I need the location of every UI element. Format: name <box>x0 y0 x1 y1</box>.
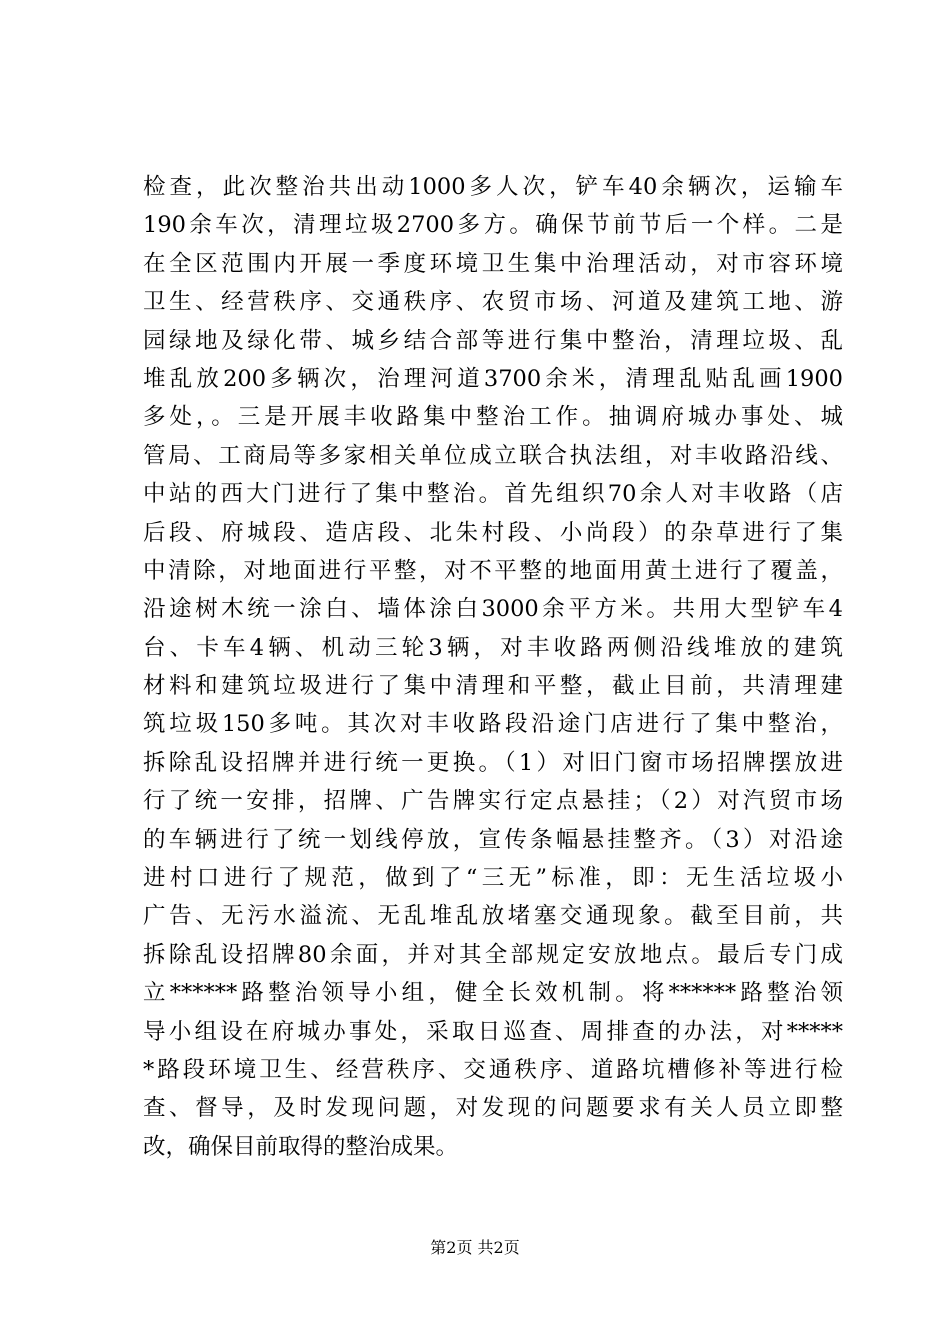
text-line: 管局、工商局等多家相关单位成立联合执法组，对丰收路沿线、 <box>143 442 843 469</box>
text-line: 的车辆进行了统一划线停放，宣传条幅悬挂整齐。（3）对沿途 <box>143 826 843 853</box>
text-line: 导小组设在府城办事处，采取日巡查、周排查的办法，对***** <box>143 1018 843 1045</box>
text-line: 检查，此次整治共出动1000多人次，铲车40余辆次，运输车 <box>143 174 843 200</box>
text-line: 卫生、经营秩序、交通秩序、农贸市场、河道及建筑工地、游 <box>143 289 843 316</box>
text-line: 查、督导，及时发现问题，对发现的问题要求有关人员立即整 <box>143 1095 843 1122</box>
text-line: 中站的西大门进行了集中整治。首先组织70余人对丰收路（店 <box>143 481 843 508</box>
text-line: 材料和建筑垃圾进行了集中清理和平整，截止目前，共清理建 <box>143 673 843 700</box>
text-line: 改，确保目前取得的整治成果。 <box>143 1133 459 1160</box>
text-line: 园绿地及绿化带、城乡结合部等进行集中整治，清理垃圾、乱 <box>143 327 843 354</box>
text-line: 沿途树木统一涂白、墙体涂白3000余平方米。共用大型铲车4 <box>143 596 843 623</box>
text-line: 后段、府城段、造店段、北朱村段、小尚段）的杂草进行了集 <box>143 519 843 546</box>
text-line: 堆乱放200多辆次，治理河道3700余米，清理乱贴乱画1900 <box>143 365 843 392</box>
text-line: 190余车次，清理垃圾2700多方。确保节前节后一个样。二是 <box>143 212 843 239</box>
text-line: 中清除，对地面进行平整，对不平整的地面用黄土进行了覆盖， <box>143 557 843 584</box>
text-line: 在全区范围内开展一季度环境卫生集中治理活动，对市容环境 <box>143 250 843 277</box>
text-line: 进村口进行了规范，做到了“三无”标准，即：无生活垃圾小 <box>143 865 843 892</box>
text-line: 行了统一安排，招牌、广告牌实行定点悬挂；（2）对汽贸市场 <box>143 788 843 815</box>
text-line: 立******路整治领导小组，健全长效机制。将******路整治领 <box>143 980 843 1007</box>
text-line: 拆除乱设招牌并进行统一更换。（1）对旧门窗市场招牌摆放进 <box>143 749 843 776</box>
text-line: 拆除乱设招牌80余面，并对其全部规定安放地点。最后专门成 <box>143 941 843 968</box>
text-line: *路段环境卫生、经营秩序、交通秩序、道路坑槽修补等进行检 <box>143 1056 843 1083</box>
text-line: 筑垃圾150多吨。其次对丰收路段沿途门店进行了集中整治， <box>143 711 843 738</box>
page-footer: 第2页 共2页 <box>430 1238 520 1257</box>
text-line: 台、卡车4辆、机动三轮3辆，对丰收路两侧沿线堆放的建筑 <box>143 634 843 661</box>
text-line: 广告、无污水溢流、无乱堆乱放堵塞交通现象。截至目前，共 <box>143 903 843 930</box>
text-line: 多处，。三是开展丰收路集中整治工作。抽调府城办事处、城 <box>143 404 843 431</box>
body-paragraph <box>143 168 843 1166</box>
